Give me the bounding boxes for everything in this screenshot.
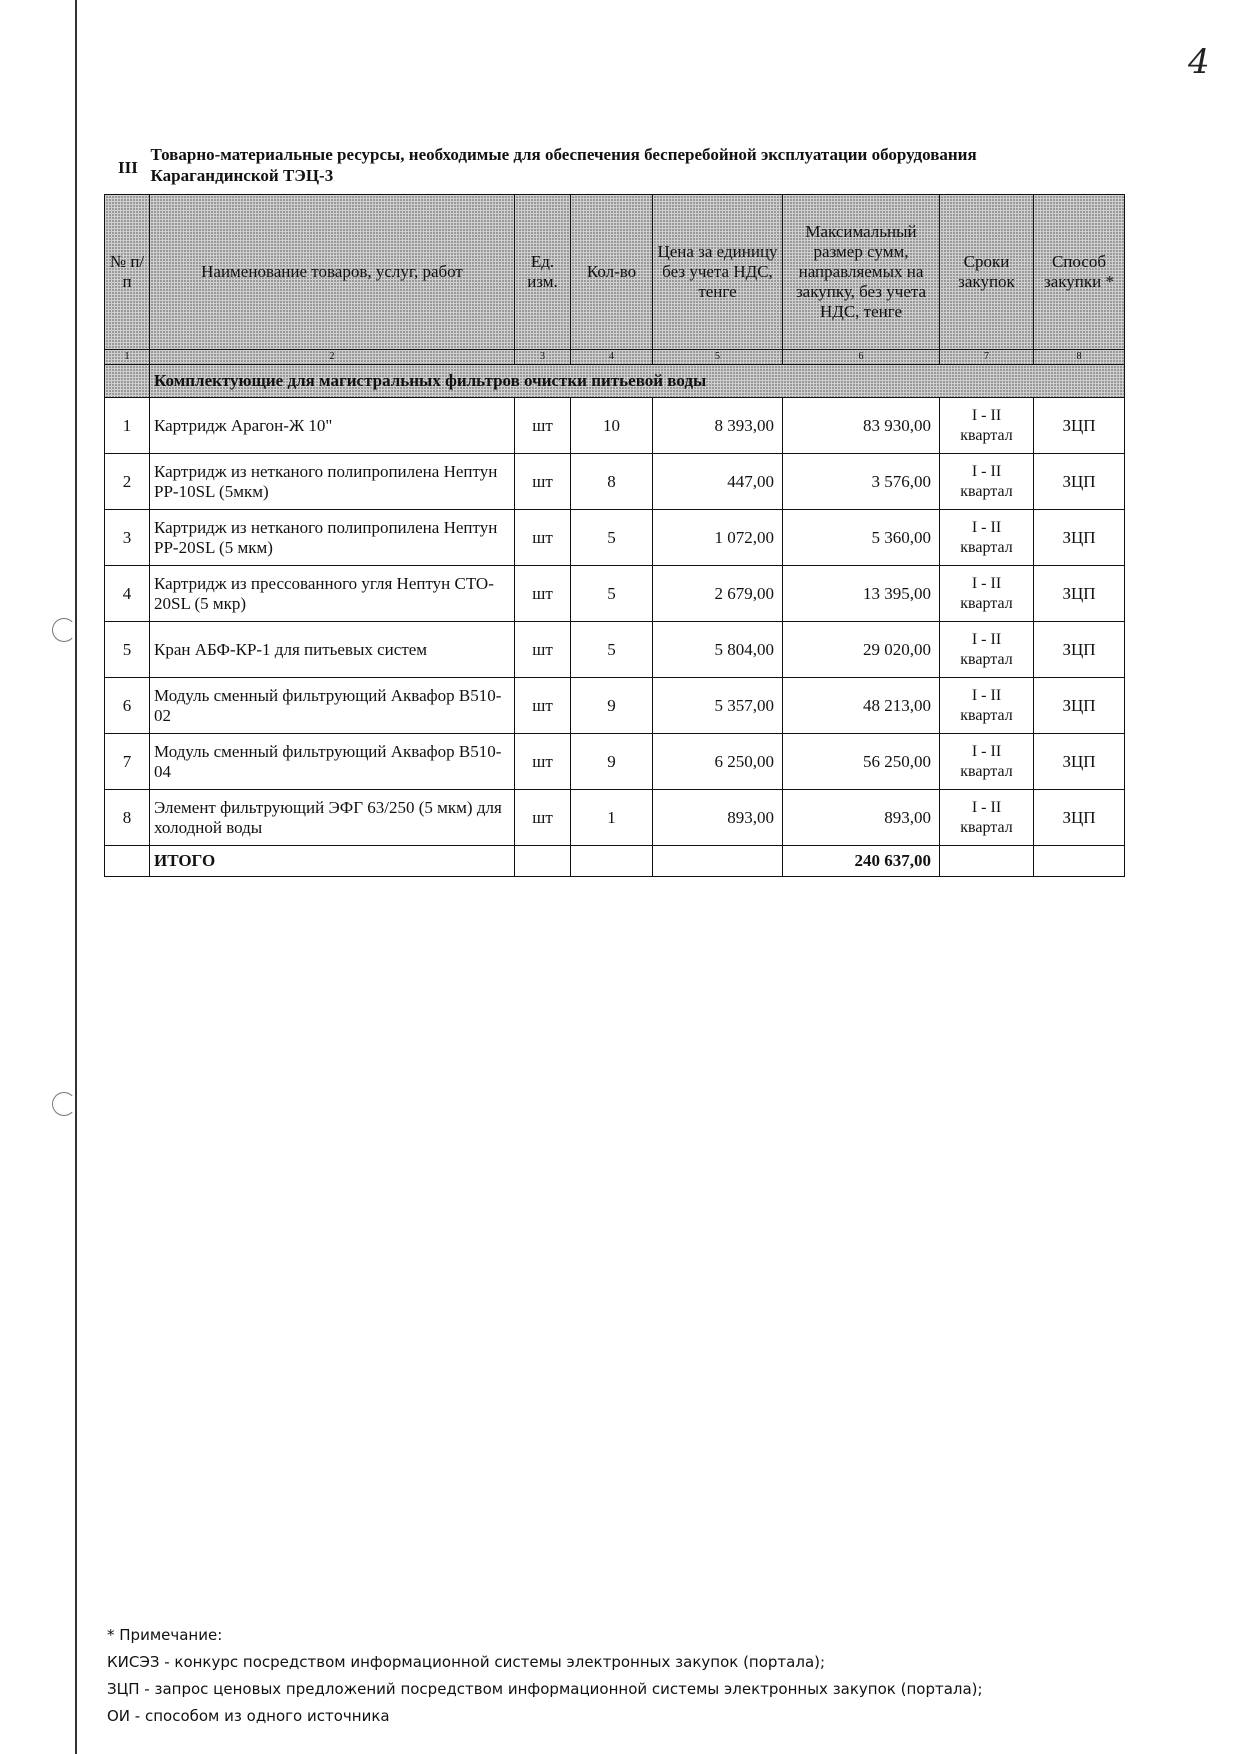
item-name: Модуль сменный фильтрующий Аквафор B510-02 <box>150 678 515 734</box>
column-number: 5 <box>653 350 783 365</box>
item-unit: шт <box>515 790 571 846</box>
table-row <box>105 566 1125 622</box>
item-quantity: 9 <box>571 678 653 734</box>
item-method: ЗЦП <box>1034 398 1125 454</box>
period-unit: квартал <box>960 706 1013 724</box>
item-quantity: 8 <box>571 454 653 510</box>
item-method: ЗЦП <box>1034 622 1125 678</box>
period-unit: квартал <box>960 482 1013 500</box>
section-heading <box>118 144 1018 186</box>
period-quarters: I - II <box>971 518 1002 536</box>
column-number: 8 <box>1034 350 1125 365</box>
period-unit: квартал <box>960 650 1013 668</box>
header-name: Наименование товаров, услуг, работ <box>150 195 515 350</box>
item-period <box>940 566 1034 622</box>
column-number: 2 <box>150 350 515 365</box>
item-period <box>940 398 1034 454</box>
item-price: 893,00 <box>653 790 783 846</box>
header-quantity: Кол-во <box>571 195 653 350</box>
punch-hole-mark <box>52 1092 76 1116</box>
item-sum: 3 576,00 <box>783 454 940 510</box>
table-row <box>105 790 1125 846</box>
item-quantity: 1 <box>571 790 653 846</box>
item-unit: шт <box>515 510 571 566</box>
item-name: Элемент фильтрующий ЭФГ 63/250 (5 мкм) для холодной воды <box>150 790 515 846</box>
item-quantity: 9 <box>571 734 653 790</box>
period-unit: квартал <box>960 426 1013 444</box>
header-unit: Ед. изм. <box>515 195 571 350</box>
item-sum: 29 020,00 <box>783 622 940 678</box>
item-unit: шт <box>515 398 571 454</box>
table-row <box>105 510 1125 566</box>
group-title: Комплектующие для магистральных фильтров очистки питьевой воды <box>150 365 1125 398</box>
item-sum: 56 250,00 <box>783 734 940 790</box>
item-unit: шт <box>515 734 571 790</box>
item-name: Картридж из прессованного угля Нептун CTO-20SL (5 мкр) <box>150 566 515 622</box>
item-method: ЗЦП <box>1034 510 1125 566</box>
column-number: 7 <box>940 350 1034 365</box>
item-unit: шт <box>515 454 571 510</box>
total-row <box>105 846 1125 877</box>
period-quarters: I - II <box>971 742 1002 760</box>
item-period <box>940 734 1034 790</box>
item-period <box>940 678 1034 734</box>
total-empty <box>515 846 571 877</box>
row-number: 2 <box>105 454 150 510</box>
item-price: 5 357,00 <box>653 678 783 734</box>
row-number: 1 <box>105 398 150 454</box>
total-sum: 240 637,00 <box>783 846 940 877</box>
column-number: 1 <box>105 350 150 365</box>
item-method: ЗЦП <box>1034 454 1125 510</box>
period-quarters: I - II <box>971 798 1002 816</box>
header-max-sum: Максимальный размер сумм, направляемых на закупку, без учета НДС, тенге <box>783 195 940 350</box>
total-label: ИТОГО <box>150 846 515 877</box>
row-number: 6 <box>105 678 150 734</box>
period-quarters: I - II <box>971 462 1002 480</box>
group-row <box>105 365 1125 398</box>
footnote-line: ОИ - способом из одного источника <box>107 1707 390 1725</box>
table-row <box>105 622 1125 678</box>
item-method: ЗЦП <box>1034 678 1125 734</box>
item-price: 1 072,00 <box>653 510 783 566</box>
item-name: Картридж Арагон-Ж 10" <box>150 398 515 454</box>
item-sum: 893,00 <box>783 790 940 846</box>
item-method: ЗЦП <box>1034 566 1125 622</box>
item-price: 5 804,00 <box>653 622 783 678</box>
period-unit: квартал <box>960 594 1013 612</box>
item-method: ЗЦП <box>1034 790 1125 846</box>
header-method: Способ закупки * <box>1034 195 1125 350</box>
column-number: 4 <box>571 350 653 365</box>
total-spacer <box>105 846 150 877</box>
footnote <box>107 1622 983 1730</box>
item-quantity: 5 <box>571 622 653 678</box>
period-unit: квартал <box>960 762 1013 780</box>
period-quarters: I - II <box>971 574 1002 592</box>
row-number: 7 <box>105 734 150 790</box>
item-name: Картридж из нетканого полипропилена Нептун PP-20SL (5 мкм) <box>150 510 515 566</box>
item-price: 6 250,00 <box>653 734 783 790</box>
header-price: Цена за единицу без учета НДС, тенге <box>653 195 783 350</box>
item-sum: 5 360,00 <box>783 510 940 566</box>
punch-hole-mark <box>52 618 76 642</box>
footnote-title: * Примечание: <box>107 1626 223 1644</box>
item-sum: 13 395,00 <box>783 566 940 622</box>
goods-table <box>104 194 1125 877</box>
total-empty <box>1034 846 1125 877</box>
item-quantity: 5 <box>571 510 653 566</box>
section-title: Товарно-материальные ресурсы, необходимые для обеспечения бесперебойной эксплуатации оборудования Карагандинской ТЭЦ-3 <box>150 145 977 185</box>
column-number: 6 <box>783 350 940 365</box>
item-unit: шт <box>515 622 571 678</box>
total-empty <box>940 846 1034 877</box>
total-empty <box>571 846 653 877</box>
item-sum: 48 213,00 <box>783 678 940 734</box>
header-number: № п/п <box>105 195 150 350</box>
table-header-row <box>105 195 1125 350</box>
table-row <box>105 398 1125 454</box>
period-quarters: I - II <box>971 630 1002 648</box>
column-numbers-row <box>105 350 1125 365</box>
item-period <box>940 790 1034 846</box>
row-number: 8 <box>105 790 150 846</box>
item-period <box>940 454 1034 510</box>
page-number: 4 <box>1188 42 1210 82</box>
item-price: 8 393,00 <box>653 398 783 454</box>
table-row <box>105 678 1125 734</box>
item-quantity: 10 <box>571 398 653 454</box>
footnote-line: ЗЦП - запрос ценовых предложений посредством информационной системы электронных закупок (портала); <box>107 1680 983 1698</box>
table-row <box>105 734 1125 790</box>
total-empty <box>653 846 783 877</box>
item-unit: шт <box>515 566 571 622</box>
row-number: 4 <box>105 566 150 622</box>
header-period: Сроки закупок <box>940 195 1034 350</box>
period-quarters: I - II <box>971 686 1002 704</box>
footnote-line: КИСЭЗ - конкурс посредством информационной системы электронных закупок (портала); <box>107 1653 826 1671</box>
column-number: 3 <box>515 350 571 365</box>
group-spacer <box>105 365 150 398</box>
item-quantity: 5 <box>571 566 653 622</box>
table-row <box>105 454 1125 510</box>
item-price: 447,00 <box>653 454 783 510</box>
item-period <box>940 622 1034 678</box>
item-unit: шт <box>515 678 571 734</box>
period-quarters: I - II <box>971 406 1002 424</box>
item-period <box>940 510 1034 566</box>
period-unit: квартал <box>960 538 1013 556</box>
period-unit: квартал <box>960 818 1013 836</box>
item-name: Модуль сменный фильтрующий Аквафор B510-04 <box>150 734 515 790</box>
item-sum: 83 930,00 <box>783 398 940 454</box>
row-number: 5 <box>105 622 150 678</box>
item-price: 2 679,00 <box>653 566 783 622</box>
left-margin-line <box>75 0 77 1754</box>
item-name: Кран АБФ-КР-1 для питьевых систем <box>150 622 515 678</box>
item-name: Картридж из нетканого полипропилена Нептун PP-10SL (5мкм) <box>150 454 515 510</box>
row-number: 3 <box>105 510 150 566</box>
item-method: ЗЦП <box>1034 734 1125 790</box>
section-number: III <box>118 158 138 177</box>
